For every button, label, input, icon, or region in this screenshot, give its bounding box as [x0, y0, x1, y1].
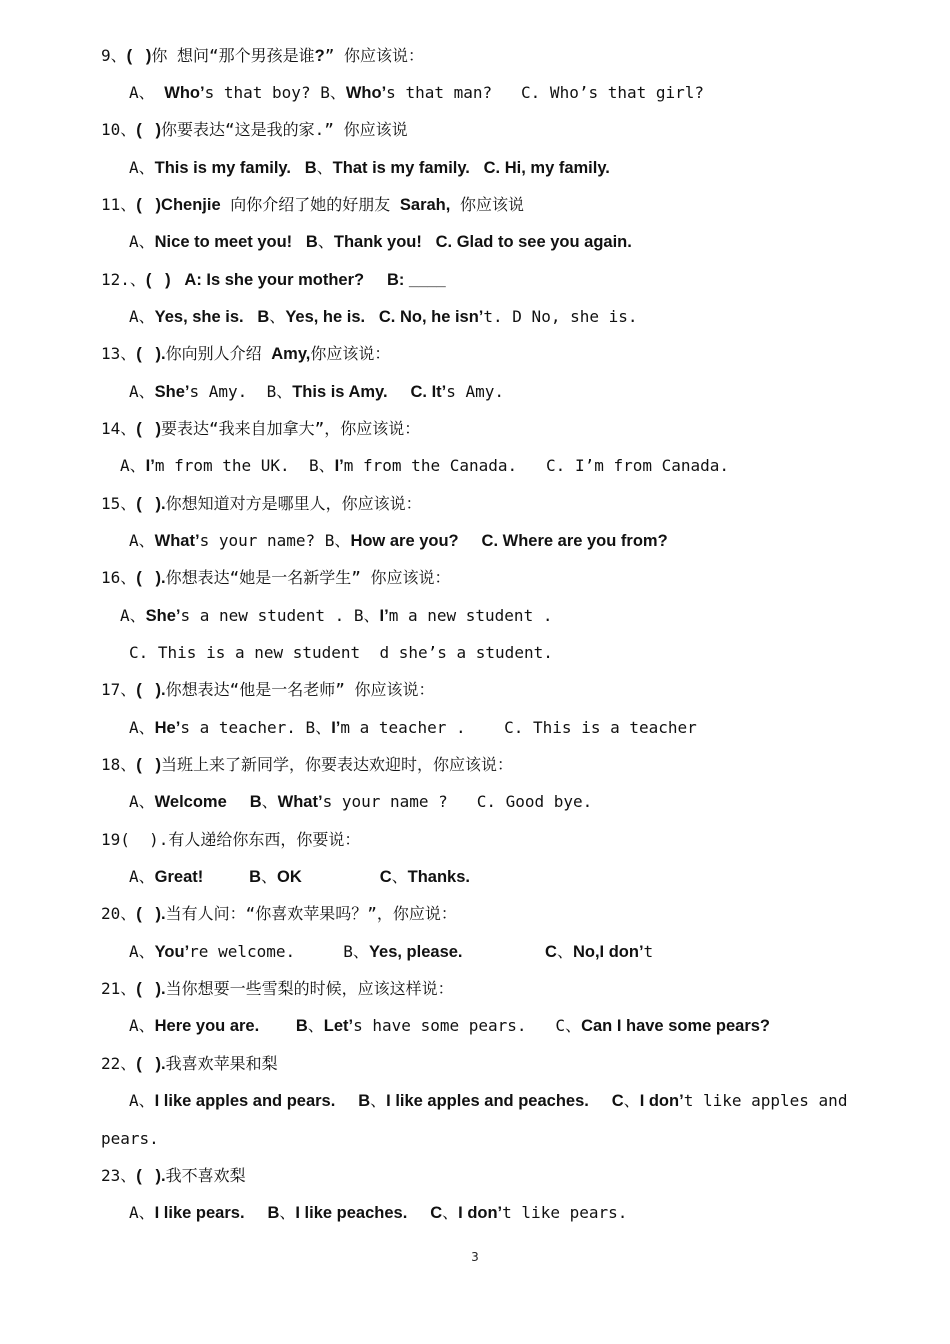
question-16 — [101, 567, 451, 589]
text-run: ( ). — [136, 495, 166, 513]
question-16-options-ab — [120, 605, 552, 627]
text-run: A、 — [120, 456, 146, 475]
text-run: 18、 — [101, 755, 137, 774]
text-run: I don’ — [639, 1092, 684, 1110]
question-16-options-c — [129, 642, 553, 664]
text-run: 你向别人介绍 — [165, 344, 272, 363]
text-run: s Amy. B、 — [189, 382, 293, 401]
text-run: ( ). — [136, 1167, 166, 1185]
page-number: 3 — [471, 1250, 479, 1264]
text-run: 向你介绍了她的好朋友 — [220, 195, 400, 214]
text-run: 你想知道对方是哪里人，你应该说： — [165, 494, 422, 513]
text-run: A、 — [129, 1016, 155, 1035]
question-20 — [101, 903, 457, 925]
text-run: A、 — [129, 792, 155, 811]
text-run: 、 — [623, 1091, 640, 1110]
question-20-options — [129, 941, 653, 963]
question-18-options — [129, 791, 592, 813]
text-run: ( ) — [126, 47, 152, 65]
text-run: I don’ — [458, 1204, 503, 1222]
text-run: ( ) — [136, 420, 162, 438]
text-run: This is my family. B — [154, 159, 317, 177]
question-10-options — [129, 157, 610, 179]
text-run: 、 — [442, 1203, 459, 1222]
text-run: m a teacher . C. This is a teacher — [340, 718, 697, 737]
text-run: C. This is a new student d she’s a student. — [129, 643, 553, 662]
text-run: 、 — [317, 232, 334, 251]
question-14-options — [120, 455, 729, 477]
text-run: ( ). — [136, 681, 166, 699]
text-run: I like pears. B — [154, 1204, 280, 1222]
text-run: ” 你应该说： — [324, 46, 425, 65]
text-run: Yes, he is. C. No, he isn’ — [285, 308, 484, 326]
text-run: A、 — [129, 232, 155, 251]
text-run: A、 — [129, 942, 155, 961]
text-run: I’ — [334, 457, 344, 475]
text-run: m from the Canada. C. I’m from Canada. — [343, 456, 730, 475]
text-run: 21、 — [101, 979, 137, 998]
text-run: 、 — [316, 158, 333, 177]
text-run: re welcome. B、 — [189, 942, 369, 961]
text-run: 13、 — [101, 344, 137, 363]
text-run: That is my family. C. Hi, my family. — [332, 159, 610, 177]
text-run: Who’ — [345, 84, 387, 102]
text-run: Who’ — [164, 84, 205, 102]
text-run: s that man? C. Who’s that girl? — [386, 83, 705, 102]
question-9-options — [129, 82, 704, 104]
text-run: A、 — [129, 867, 155, 886]
text-run: 19( ).有人递给你东西，你要说： — [101, 830, 361, 849]
text-run: 你想表达“他是一名老师” 你应该说： — [165, 680, 435, 699]
text-run: I like apples and peaches. C — [386, 1092, 624, 1110]
text-run: 我不喜欢梨 — [165, 1166, 246, 1185]
text-run: 10、 — [101, 120, 137, 139]
text-run: 你 想问“那个男孩是谁 — [151, 46, 315, 65]
text-run: m from the UK. B、 — [154, 456, 335, 475]
text-run: You’ — [154, 943, 190, 961]
question-12-options — [129, 306, 638, 328]
text-run: 我喜欢苹果和梨 — [165, 1054, 278, 1073]
text-run: 、 — [279, 1203, 296, 1222]
text-run: She’ — [154, 383, 190, 401]
text-run: 、 — [556, 942, 573, 961]
text-run: A、 — [129, 158, 155, 177]
question-19 — [101, 829, 360, 851]
text-run: 当你想要一些雪梨的时候，应该这样说： — [165, 979, 454, 998]
text-run: s that boy? B、 — [204, 83, 346, 102]
text-run: Let’ — [323, 1017, 354, 1035]
text-run: A、 — [129, 1203, 155, 1222]
text-run: A、 — [129, 1091, 155, 1110]
text-run: He’ — [154, 719, 181, 737]
text-run: s your name? B、 — [199, 531, 351, 550]
question-22-options — [129, 1090, 847, 1112]
text-run: ( ). — [136, 1055, 166, 1073]
text-run: Can I have some pears? — [581, 1017, 770, 1035]
text-run: ( ). — [136, 905, 166, 923]
question-9 — [101, 45, 424, 67]
question-21-options — [129, 1015, 770, 1037]
question-21 — [101, 978, 454, 1000]
text-run: 23、 — [101, 1166, 137, 1185]
question-23-options — [129, 1202, 627, 1224]
text-run: ( ) — [136, 121, 162, 139]
text-run: This is Amy. C. It’ — [292, 383, 447, 401]
text-run: 你应该说： — [310, 344, 391, 363]
text-run: 、 — [269, 307, 286, 326]
text-run: t like pears. — [502, 1203, 628, 1222]
text-run: ( )Chenjie — [136, 196, 221, 214]
text-run: 9、 — [101, 46, 127, 65]
text-run: 11、 — [101, 195, 137, 214]
text-run: 16、 — [101, 568, 137, 587]
text-run: No,I don’ — [572, 943, 644, 961]
question-11-options — [129, 231, 632, 253]
text-run: 你要表达“这是我的家.” 你应该说 — [161, 120, 408, 139]
question-22 — [101, 1053, 278, 1075]
text-run: What’ — [277, 793, 323, 811]
text-run: I like peaches. C — [295, 1204, 443, 1222]
question-11 — [101, 194, 524, 216]
text-run: 要表达“我来自加拿大”，你应该说： — [161, 419, 421, 438]
text-run: 当班上来了新同学，你要表达欢迎时，你应该说： — [161, 755, 514, 774]
text-run: Nice to meet you! B — [154, 233, 318, 251]
text-run: ( ) A: Is she your mother? B: ____ — [145, 271, 446, 289]
text-run: 14、 — [101, 419, 137, 438]
text-run: I’ — [331, 719, 341, 737]
text-run: Thanks. — [407, 868, 470, 886]
question-13 — [101, 343, 390, 365]
question-18 — [101, 754, 513, 776]
text-run: 17、 — [101, 680, 137, 699]
text-run: 12.、 — [101, 270, 146, 289]
text-run: A、 — [129, 531, 155, 550]
text-run: 你想表达“她是一名新学生” 你应该说： — [165, 568, 451, 587]
text-run: ( ). — [136, 569, 166, 587]
text-run: 、 — [370, 1091, 387, 1110]
text-run: Welcome B — [154, 793, 262, 811]
text-run: What’ — [154, 532, 200, 550]
text-run: Thank you! C. Glad to see you again. — [333, 233, 632, 251]
question-15 — [101, 493, 422, 515]
text-run: s your name ? C. Good bye. — [322, 792, 593, 811]
text-run: A、 — [129, 307, 155, 326]
text-run: Yes, she is. B — [154, 308, 270, 326]
text-run: A、 — [129, 718, 155, 737]
text-run: 、 — [261, 867, 278, 886]
text-run: OK C — [277, 868, 392, 886]
text-run: Here you are. B — [154, 1017, 308, 1035]
text-run: pears. — [101, 1129, 159, 1148]
text-run: 、 — [307, 1016, 324, 1035]
question-15-options — [129, 530, 668, 552]
text-run: ( ). — [136, 980, 166, 998]
question-14 — [101, 418, 420, 440]
text-run: She’ — [145, 607, 181, 625]
question-12 — [101, 269, 446, 291]
question-23 — [101, 1165, 246, 1187]
text-run: s Amy. — [446, 382, 505, 401]
question-13-options — [129, 381, 504, 403]
question-10 — [101, 119, 408, 141]
text-run: 、 — [261, 792, 278, 811]
question-22-options-wrap — [101, 1128, 159, 1150]
text-run: s a new student . B、 — [180, 606, 380, 625]
text-run: 15、 — [101, 494, 137, 513]
text-run: Sarah, — [399, 196, 451, 214]
text-run: m a new student . — [388, 606, 553, 625]
text-run: ? — [314, 47, 325, 65]
text-run: t — [643, 942, 654, 961]
text-run: 22、 — [101, 1054, 137, 1073]
text-run: I’ — [379, 607, 389, 625]
question-17 — [101, 679, 435, 701]
text-run: A、 — [129, 382, 155, 401]
text-run: ( ). — [136, 345, 166, 363]
text-run: Yes, please. C — [368, 943, 557, 961]
text-run: How are you? C. Where are you from? — [350, 532, 668, 550]
text-run: 、 — [391, 867, 408, 886]
text-run: t. D No, she is. — [483, 307, 638, 326]
text-run: A、 — [129, 83, 165, 102]
text-run: s a teacher. B、 — [180, 718, 332, 737]
text-run: t like apples and — [683, 1091, 848, 1110]
text-run: Amy, — [271, 345, 311, 363]
text-run: Great! B — [154, 868, 261, 886]
text-run: A、 — [120, 606, 146, 625]
text-run: ( ) — [136, 756, 162, 774]
text-run: 20、 — [101, 904, 137, 923]
text-run: s have some pears. C、 — [353, 1016, 582, 1035]
question-19-options — [129, 866, 470, 888]
text-run: 当有人问：“你喜欢苹果吗？”，你应说： — [165, 904, 457, 923]
text-run: I’ — [145, 457, 155, 475]
text-run: I like apples and pears. B — [154, 1092, 371, 1110]
question-17-options — [129, 717, 697, 739]
text-run: 你应该说 — [450, 195, 524, 214]
